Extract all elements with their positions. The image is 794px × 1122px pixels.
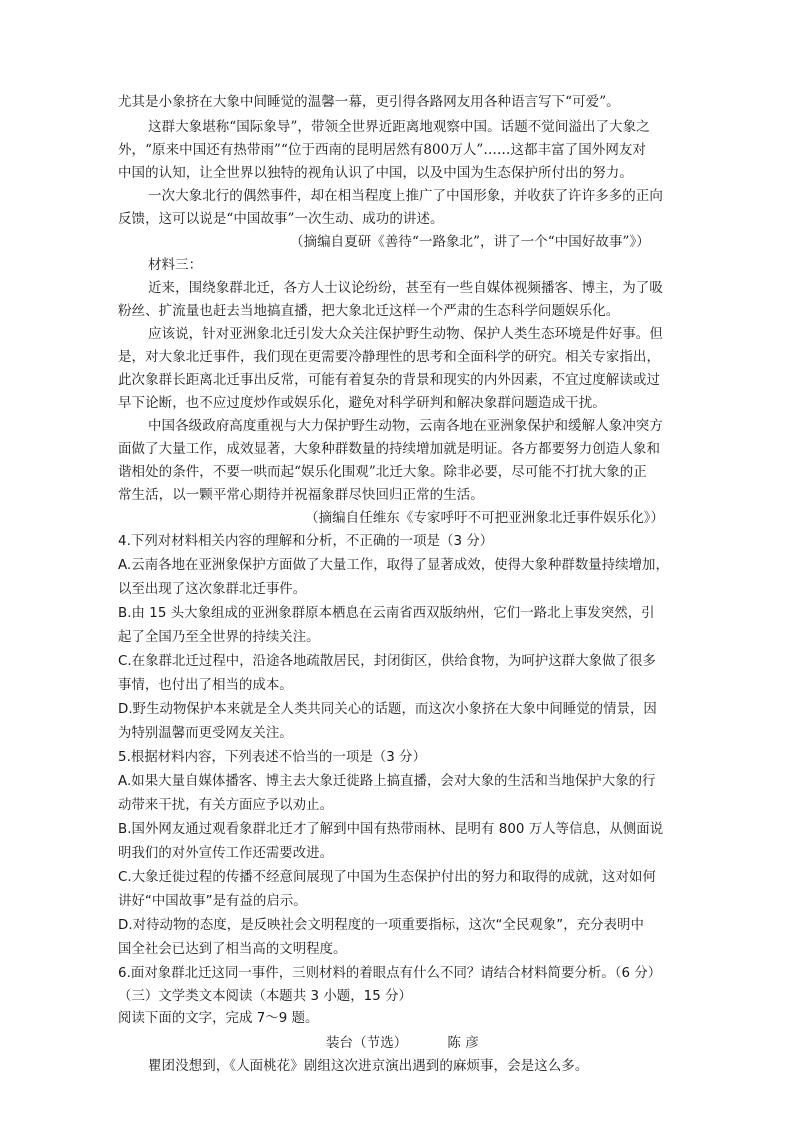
question-4-option-b: B.由 15 头大象组成的亚洲象群原本栖息在云南省西双版纳州，它们一路北上事发突然，引 xyxy=(118,606,655,621)
story-title-line xyxy=(326,1033,479,1053)
text-line: 中国的认知，让全世界以独特的视角认识了中国，以及中国为生态保护所付出的努力。 xyxy=(118,165,633,181)
question-5-option-c: C.大象迁徙过程的传播不经意间展现了中国为生态保护付出的努力和取得的成就，这对如何 xyxy=(118,870,656,885)
story-title: 装台（节选） xyxy=(326,1035,408,1051)
question-5-option-c-cont: 讲好“中国故事”是有益的启示。 xyxy=(118,894,307,909)
question-4-option-c-cont: 事情，也付出了相当的成本。 xyxy=(118,678,293,693)
text-line: 尤其是小象挤在大象中间睡觉的温馨一幕，更引得各路网友用各种语言写下“可爱”。 xyxy=(118,94,620,110)
question-5-option-b-cont: 明我们的对外宣传工作还需要改进。 xyxy=(118,846,334,861)
story-first-line: 瞿团没想到，《人面桃花》剧组这次进京演出遇到的麻烦事，会是这么多。 xyxy=(148,1058,589,1074)
text-line: 是，对大象北迁事件，我们现在更需要冷静理性的思考和全面科学的研究。相关专家指出， xyxy=(118,349,660,365)
question-5-option-b: B.国外网友通过观看象群北迁才了解到中国有热带雨林、昆明有 800 万人等信息，从侧面说 xyxy=(118,822,664,837)
question-4-option-d-cont: 为特别温馨而更受网友关注。 xyxy=(118,726,293,741)
reading-instruction: 阅读下面的文字，完成 7～9 题。 xyxy=(118,1011,319,1026)
story-author: 陈 彦 xyxy=(447,1035,479,1051)
source-citation: （摘编自任维东《专家呼吁不可把亚洲象北迁事件娱乐化》） xyxy=(305,510,665,526)
text-line: 面做了大量工作，成效显著，大象种群数量的持续增加就是明证。各方都要努力创造人象和 xyxy=(118,441,660,457)
question-5-option-d: D.对待动物的态度，是反映社会文明程度的一项重要指标，这次“全民观象”，充分表明中 xyxy=(118,918,644,933)
text-line: 反馈，这可以说是“中国故事”一次生动、成功的讲述。 xyxy=(118,211,444,227)
text-line: 中国各级政府高度重视与大力保护野生动物，云南各地在亚洲象保护和缓解人象冲突方 xyxy=(148,418,663,434)
text-line: 此次象群长距离北迁事出反常，可能有着复杂的背景和现实的内外因素，不宜过度解读或过 xyxy=(118,372,660,388)
question-6: 6.面对象群北迁这同一事件，三则材料的着眼点有什么不同？请结合材料简要分析。（6 分） xyxy=(118,966,662,981)
material-heading: 材料三： xyxy=(148,257,203,273)
question-5-option-d-cont: 国全社会已达到了相当高的文明程度。 xyxy=(118,942,347,957)
question-4-option-d: D.野生动物保护本来就是全人类共同关心的话题，而这次小象挤在大象中间睡觉的情景，因 xyxy=(118,702,657,717)
text-line: 常生活，以一颗平常心期待并祝福象群尽快回归正常的生活。 xyxy=(118,487,484,503)
question-4-option-a: A.云南各地在亚洲象保护方面做了大量工作，取得了显著成效，使得大象种群数量持续增加， xyxy=(118,558,669,573)
question-4-stem: 4.下列对材料相关内容的理解和分析，不正确的一项是（3 分） xyxy=(118,534,494,549)
question-5-stem: 5.根据材料内容，下列表述不恰当的一项是（3 分） xyxy=(118,750,427,765)
text-line: 应该说，针对亚洲象北迁引发大众关注保护野生动物、保护人类生态环境是件好事。但 xyxy=(148,326,663,342)
text-line: 外，“原来中国还有热带雨”“位于西南的昆明居然有800万人”……这都丰富了国外网友对 xyxy=(118,142,646,158)
question-4-option-a-cont: 以至出现了这次象群北迁事件。 xyxy=(118,582,307,597)
text-line: 这群大象堪称“国际象导”，带领全世界近距离地观察中国。话题不觉间溢出了大象之 xyxy=(148,119,650,135)
text-line: 粉丝、扩流量也赶去当地搞直播，把大象北迁这样一个严肃的生态科学问题娱乐化。 xyxy=(118,303,620,319)
source-citation: （摘编自夏研《善待“一路象北”，讲了一个“中国好故事”》） xyxy=(290,234,650,250)
text-line: 近来，围绕象群北迁，各方人士议论纷纷，甚至有一些自媒体视频播客、博主，为了吸 xyxy=(148,280,663,296)
question-5-option-a-cont: 动带来干扰，有关方面应予以劝止。 xyxy=(118,798,334,813)
text-line: 一次大象北行的偶然事件，却在相当程度上推广了中国形象，并收获了许许多多的正向 xyxy=(148,188,663,204)
question-4-option-b-cont: 起了全国乃至全世界的持续关注。 xyxy=(118,630,320,645)
text-line: 谐相处的条件，不要一哄而起“娱乐化围观”北迁大象。除非必要，尽可能不打扰大象的正 xyxy=(118,464,647,480)
section-heading: （三）文学类文本阅读（本题共 3 小题，15 分） xyxy=(118,989,412,1004)
question-5-option-a: A.如果大量自媒体播客、博主去大象迁徙路上搞直播，会对大象的生活和当地保护大象的行 xyxy=(118,774,656,789)
question-4-option-c: C.在象群北迁过程中，沿途各地疏散居民，封闭街区，供给食物，为呵护这群大象做了很多 xyxy=(118,654,656,669)
text-line: 早下论断，也不应过度炒作或娱乐化，避免对科学研判和解决象群问题造成干扰。 xyxy=(118,395,606,411)
